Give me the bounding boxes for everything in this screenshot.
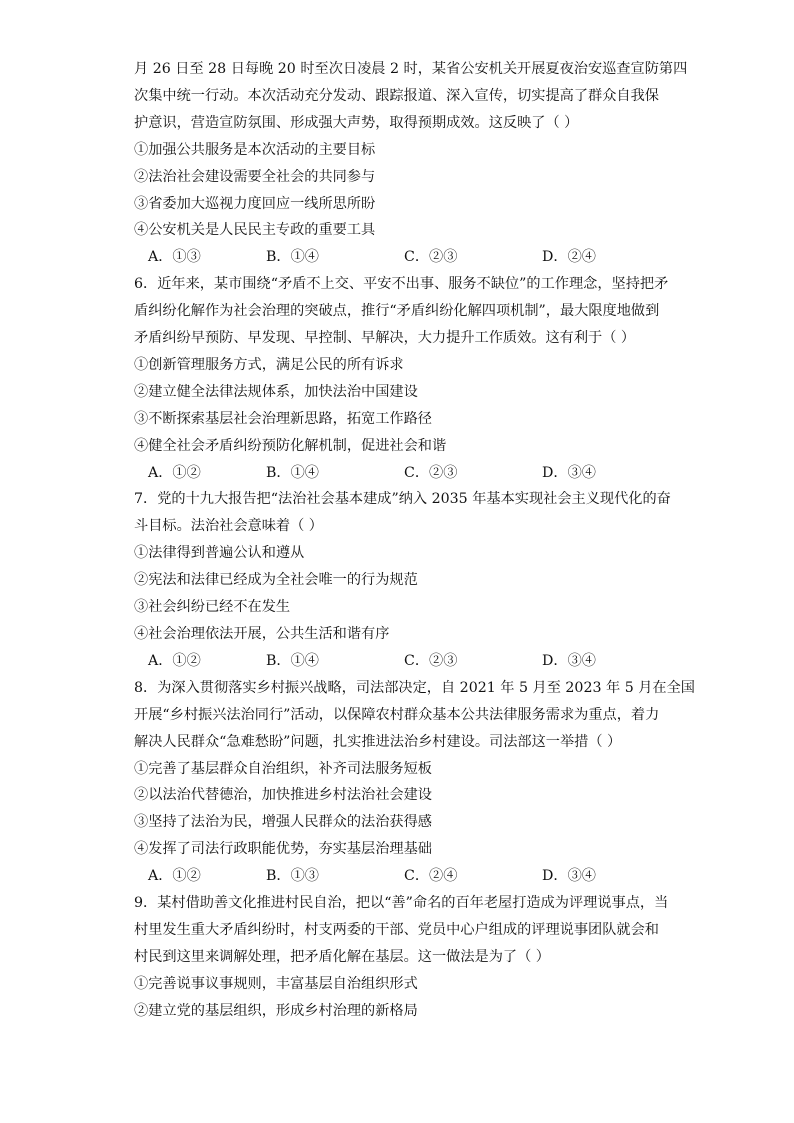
question-stem-line: 7．党的十九大报告把“法治社会基本建成”纳入 2035 年基本实现社会主义现代化的奋 [134, 491, 671, 508]
option-c[interactable]: C．②④ [404, 868, 458, 885]
question-stem-line: 护意识，营造宣防氛围、形成强大声势，取得预期成效。这反映了（ ） [134, 114, 579, 131]
statement-item: ①法律得到普遍公认和遵从 [134, 545, 305, 562]
option-a[interactable]: A．①③ [148, 249, 201, 266]
option-a[interactable]: A．①② [148, 652, 201, 669]
question-5 [134, 56, 688, 271]
question-stem-line: 9．某村借助善文化推进村民自治，把以“善”命名的百年老屋打造成为评理说事点，当 [134, 895, 669, 912]
question-9 [134, 890, 669, 1025]
statement-item: ④发挥了司法行政职能优势，夯实基层治理基础 [134, 841, 432, 858]
option-b[interactable]: B．①④ [266, 249, 319, 266]
statement-item: ④健全社会矛盾纠纷预防化解机制，促进社会和谐 [134, 437, 447, 454]
option-a[interactable]: A．①② [148, 868, 201, 885]
option-b[interactable]: B．①④ [266, 652, 319, 669]
question-stem-line: 斗目标。法治社会意味着（ ） [134, 518, 323, 535]
statement-item: ③坚持了法治为民，增强人民群众的法治获得感 [134, 814, 432, 831]
option-c[interactable]: C．②③ [404, 249, 458, 266]
statement-item: ②建立健全法律法规体系，加快法治中国建设 [134, 383, 418, 400]
statement-item: ②建立党的基层组织，形成乡村治理的新格局 [134, 1002, 418, 1019]
question-stem-line: 盾纠纷化解作为社会治理的突破点，推行“矛盾纠纷化解四项机制”，最大限度地做到 [134, 303, 660, 320]
question-6 [134, 271, 669, 486]
question-stem-line: 8．为深入贯彻落实乡村振兴战略，司法部决定，自 2021 年 5 月至 2023 年 5 月在全国 [134, 679, 695, 696]
option-d[interactable]: D．③④ [542, 868, 596, 885]
question-stem-line: 村民到这里来调解处理，把矛盾化解在基层。这一做法是为了（ ） [134, 948, 550, 965]
question-stem-line: 解决人民群众“急难愁盼”问题，扎实推进法治乡村建设。司法部这一举措（ ） [134, 733, 622, 750]
statement-item: ①加强公共服务是本次活动的主要目标 [134, 141, 376, 158]
statement-item: ④公安机关是人民民主专政的重要工具 [134, 222, 376, 239]
statement-item: ②法治社会建设需要全社会的共同参与 [134, 168, 376, 185]
statement-item: ①完善说事议事规则，丰富基层自治组织形式 [134, 975, 418, 992]
question-stem-line: 月 26 日至 28 日每晚 20 时至次日凌晨 2 时，某省公安机关开展夏夜治安巡查宣防第四 [134, 61, 688, 77]
document-page [134, 56, 695, 1025]
statement-item: ③社会纠纷已经不在发生 [134, 599, 291, 616]
question-stem-line: 矛盾纠纷早预防、早发现、早控制、早解决，大力提升工作质效。这有利于（ ） [134, 330, 636, 347]
question-8 [134, 675, 695, 890]
statement-item: ②以法治代替德治，加快推进乡村法治社会建设 [134, 787, 432, 804]
answer-options [134, 648, 664, 675]
option-c[interactable]: C．②③ [404, 464, 458, 481]
statement-item: ①创新管理服务方式，满足公民的所有诉求 [134, 356, 404, 373]
answer-options [134, 460, 664, 487]
option-d[interactable]: D．③④ [542, 652, 596, 669]
option-b[interactable]: B．①④ [266, 464, 319, 481]
option-a[interactable]: A．①② [148, 464, 201, 481]
statement-item: ③省委加大巡视力度回应一线所思所盼 [134, 195, 376, 212]
answer-options [134, 863, 664, 890]
answer-options [134, 244, 664, 271]
question-stem-line: 次集中统一行动。本次活动充分发动、跟踪报道、深入宣传，切实提高了群众自我保 [134, 87, 659, 104]
statement-item: ④社会治理依法开展，公共生活和谐有序 [134, 626, 390, 642]
statement-item: ②宪法和法律已经成为全社会唯一的行为规范 [134, 572, 418, 589]
option-d[interactable]: D．③④ [542, 464, 596, 481]
option-b[interactable]: B．①③ [266, 868, 319, 885]
statement-item: ③不断探索基层社会治理新思路，拓宽工作路径 [134, 410, 432, 427]
question-7 [134, 486, 671, 674]
option-d[interactable]: D．②④ [542, 249, 596, 266]
question-stem-line: 开展“乡村振兴法治同行”活动，以保障农村群众基本公共法律服务需求为重点，着力 [134, 706, 660, 723]
question-stem-line: 6．近年来，某市围绕“矛盾不上交、平安不出事、服务不缺位”的工作理念，坚持把矛 [134, 276, 669, 293]
statement-item: ①完善了基层群众自治组织，补齐司法服务短板 [134, 760, 432, 777]
option-c[interactable]: C．②③ [404, 652, 458, 669]
question-stem-line: 村里发生重大矛盾纠纷时，村支两委的干部、党员中心户组成的评理说事团队就会和 [134, 921, 659, 938]
